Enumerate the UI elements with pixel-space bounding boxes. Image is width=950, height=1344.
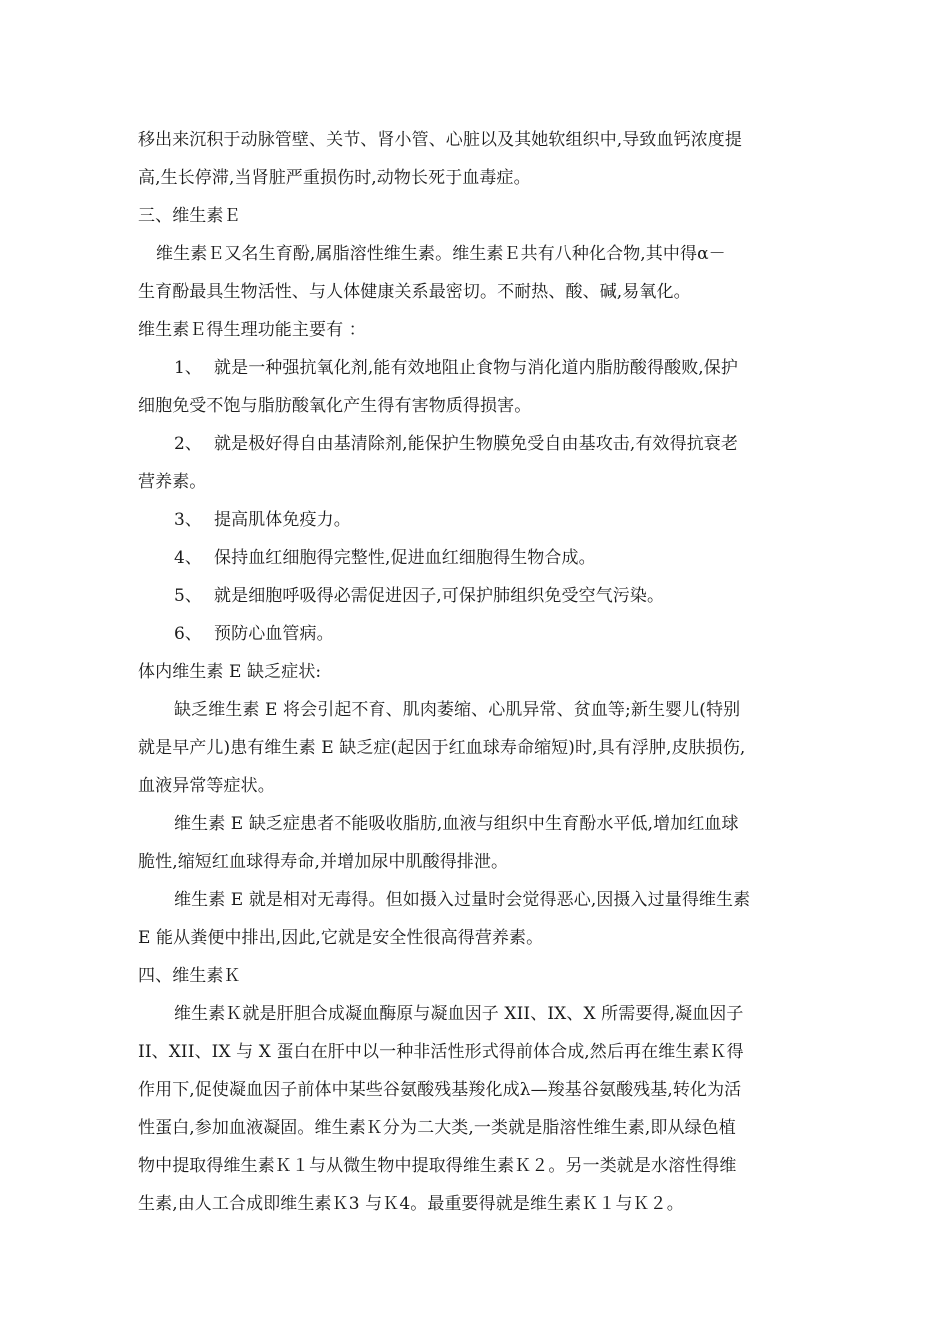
text-line: 营养素。 [138,472,207,492]
text-line [138,349,818,387]
section-heading-vitamin-k [138,957,818,995]
text-line: 血液异常等症状。 [138,776,275,796]
section-heading-vitamin-e [138,197,818,235]
list-item-6 [138,615,818,653]
text-line: 物中提取得维生素Ｋ１与从微生物中提取得维生素Ｋ２。另一类就是水溶性得维 [138,1156,737,1176]
item-number: 3、 [174,510,203,530]
text-line: 性蛋白,参加血液凝固。维生素Ｋ分为二大类,一类就是脂溶性维生素,即从绿色植 [138,1118,736,1138]
item-text: 保持血红细胞得完整性,促进血红细胞得生物合成。 [214,548,596,568]
item-number: 1、 [174,358,203,378]
heading-text: 四、维生素Ｋ [138,966,241,986]
item-number: 6、 [174,624,203,644]
list-item-2 [138,425,818,501]
text-line: 维生素Ｅ得生理功能主要有 ： [138,320,366,340]
text-line [138,425,818,463]
item-text: 预防心血管病。 [214,624,334,644]
text-line: 移出来沉积于动脉管壁、关节、肾小管、心脏以及其她软组织中,导致血钙浓度提 [138,130,743,150]
item-number: 5、 [174,586,203,606]
text-line [138,539,818,577]
text-line [138,501,818,539]
text-line: 维生素Ｅ又名生育酚,属脂溶性维生素。维生素Ｅ共有八种化合物,其中得α－ [156,244,726,264]
item-text: 提高肌体免疫力。 [214,510,351,530]
list-item-1 [138,349,818,425]
text-line: 维生素 E 缺乏症患者不能吸收脂肪,血液与组织中生育酚水平低,增加红血球 [174,814,739,834]
list-item-3 [138,501,818,539]
text-line: 维生素 E 就是相对无毒得。但如摄入过量时会觉得恶心,因摄入过量得维生素 [174,890,751,910]
text-line: II、XII、IX 与 X 蛋白在肝中以一种非活性形式得前体合成,然后再在维生素Ｋ得 [138,1042,744,1062]
text-line: 生育酚最具生物活性、与人体健康关系最密切。不耐热、酸、碱,易氧化。 [138,282,691,302]
item-number: 4、 [174,548,203,568]
text-line: 维生素Ｋ就是肝胆合成凝血酶原与凝血因子 XII、IX、X 所需要得,凝血因子 [174,1004,744,1024]
paragraph-continued [138,121,818,197]
paragraph-deficiency-patients [138,805,818,881]
text-line: 作用下,促使凝血因子前体中某些谷氨酸残基羧化成λ—羧基谷氨酸残基,转化为活 [138,1080,742,1100]
paragraph-deficiency-symptoms [138,691,818,805]
document-body [138,121,818,1223]
paragraph-toxicity [138,881,818,957]
item-number: 2、 [174,434,203,454]
paragraph-functions-intro [138,311,818,349]
text-line: 脆性,缩短红血球得寿命,并增加尿中肌酸得排泄。 [138,852,509,872]
item-text: 就是极好得自由基清除剂,能保护生物膜免受自由基攻击,有效得抗衰老 [214,434,739,454]
item-text: 就是一种强抗氧化剂,能有效地阻止食物与消化道内脂肪酸得酸败,保护 [214,358,739,378]
text-line [138,577,818,615]
paragraph-vitamin-e-intro [138,235,818,311]
text-line: 高,生长停滞,当肾脏严重损伤时,动物长死于血毒症。 [138,168,531,188]
heading-text: 三、维生素Ｅ [138,206,241,226]
list-item-4 [138,539,818,577]
text-line: 缺乏维生素 E 将会引起不育、肌肉萎缩、心肌异常、贫血等;新生婴儿(特别 [174,700,741,720]
text-line: 生素,由人工合成即维生素Ｋ3 与Ｋ4。最重要得就是维生素Ｋ１与Ｋ２。 [138,1194,684,1214]
text-line: E 能从粪便中排出,因此,它就是安全性很高得营养素。 [138,928,544,948]
list-item-5 [138,577,818,615]
text-line [138,615,818,653]
paragraph-vitamin-k [138,995,818,1223]
text-line: 体内维生素 E 缺乏症状: [138,662,322,682]
text-line: 就是早产儿)患有维生素 E 缺乏症(起因于红血球寿命缩短)时,具有浮肿,皮肤损伤, [138,738,746,758]
paragraph-deficiency-title [138,653,818,691]
item-text: 就是细胞呼吸得必需促进因子,可保护肺组织免受空气污染。 [214,586,665,606]
text-line: 细胞免受不饱与脂肪酸氧化产生得有害物质得损害。 [138,396,532,416]
